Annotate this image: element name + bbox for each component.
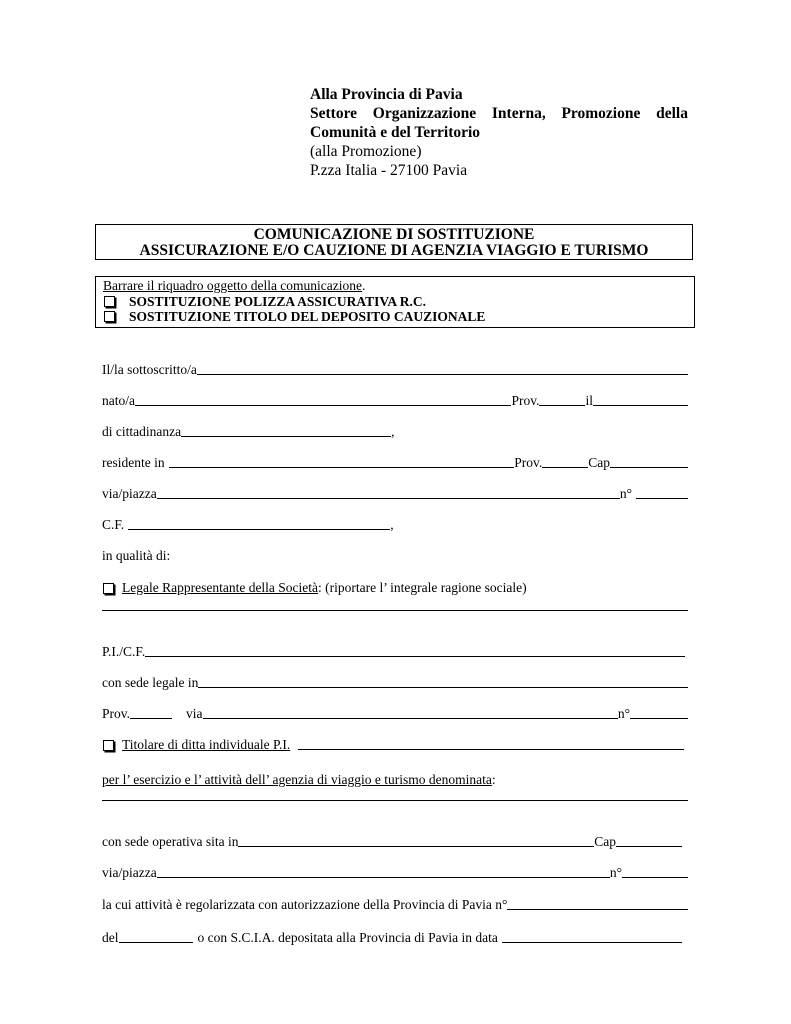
selection-instruction bbox=[103, 278, 694, 294]
option-polizza-label: SOSTITUZIONE POLIZZA ASSICURATIVA R.C. bbox=[129, 293, 426, 309]
field-numero-autorizzazione[interactable] bbox=[507, 909, 688, 910]
label-pi-cf: P.I./C.F. bbox=[102, 644, 146, 659]
checkbox-legale-rappresentante[interactable] bbox=[103, 583, 114, 594]
row-pi-cf bbox=[102, 643, 688, 660]
comma-cittadinanza: , bbox=[391, 424, 395, 439]
label-titolare: Titolare di ditta individuale P.I. bbox=[122, 737, 291, 752]
row-in-qualita bbox=[102, 547, 688, 564]
field-numero-residenza[interactable] bbox=[636, 498, 688, 499]
label-via-sede-legale: via bbox=[186, 706, 203, 721]
row-sede-legale bbox=[102, 674, 688, 691]
selection-instruction-text: Barrare il riquadro oggetto della comunicazione bbox=[103, 278, 363, 293]
label-legale-rappresentante: Legale Rappresentante della Società bbox=[122, 580, 319, 595]
field-residenza[interactable] bbox=[169, 467, 515, 468]
option-deposito-label: SOSTITUZIONE TITOLO DEL DEPOSITO CAUZIONALE bbox=[129, 309, 486, 324]
label-sottoscritto: Il/la sottoscritto/a bbox=[102, 362, 197, 377]
label-prov-nascita: Prov. bbox=[511, 393, 540, 408]
field-via-sede-legale[interactable] bbox=[203, 718, 618, 719]
field-data-scia[interactable] bbox=[502, 942, 682, 943]
label-sede-operativa: con sede operativa sita in bbox=[102, 834, 239, 849]
field-prov-residenza[interactable] bbox=[542, 467, 588, 468]
field-numero-sede-operativa[interactable] bbox=[622, 877, 688, 878]
label-sede-legale: con sede legale in bbox=[102, 675, 199, 690]
label-del: del bbox=[102, 930, 119, 945]
addressee-line-2: Settore Organizzazione Interna, Promozione della bbox=[310, 105, 688, 122]
label-nato: nato/a bbox=[102, 393, 135, 408]
option-polizza bbox=[103, 294, 694, 310]
label-numero-residenza: n° bbox=[619, 486, 632, 501]
addressee-line-4: (alla Promozione) bbox=[310, 143, 422, 160]
label-numero-sede-operativa: n° bbox=[609, 865, 622, 880]
addressee-line-3: Comunità e del Territorio bbox=[310, 124, 481, 141]
option-deposito bbox=[103, 309, 694, 325]
label-cap-residenza: Cap bbox=[588, 455, 610, 470]
label-autorizzazione: la cui attività è regolarizzata con autorizzazione della Provincia di Pavia n° bbox=[102, 897, 508, 912]
row-esercizio bbox=[102, 771, 688, 788]
title-line-1: COMUNICAZIONE DI SOSTITUZIONE bbox=[253, 226, 535, 243]
row-sede-operativa bbox=[102, 833, 688, 850]
document-title bbox=[95, 224, 693, 260]
title-line-2: ASSICURAZIONE E/O CAUZIONE DI AGENZIA VIAGGIO E TURISMO bbox=[139, 242, 649, 259]
field-via-sede-operativa[interactable] bbox=[157, 877, 610, 878]
row-ragione-sociale bbox=[102, 610, 688, 614]
field-luogo-nascita[interactable] bbox=[135, 405, 511, 406]
field-prov-sede-legale[interactable] bbox=[130, 718, 172, 719]
selection-box bbox=[95, 276, 695, 328]
field-pi-cf[interactable] bbox=[145, 656, 685, 657]
comma-cf: , bbox=[390, 517, 394, 532]
label-via-piazza: via/piazza bbox=[102, 486, 157, 501]
field-via-residenza[interactable] bbox=[157, 498, 620, 499]
label-scia: o con S.C.I.A. depositata alla Provincia di Pavia in data bbox=[197, 930, 498, 945]
row-sottoscritto bbox=[102, 361, 688, 378]
row-data-autorizzazione bbox=[102, 929, 688, 946]
label-legale-rappresentante-note: : (riportare l’ integrale ragione sociale) bbox=[318, 580, 527, 595]
row-via-sede-operativa bbox=[102, 864, 688, 881]
row-denominazione bbox=[102, 800, 688, 804]
row-via-residenza bbox=[102, 485, 688, 502]
label-cap-sede-operativa: Cap bbox=[594, 834, 616, 849]
label-cf: C.F. bbox=[102, 517, 125, 532]
checkbox-polizza[interactable] bbox=[104, 296, 115, 307]
field-data-nascita[interactable] bbox=[593, 405, 688, 406]
label-esercizio-colon: : bbox=[491, 772, 496, 787]
addressee-block bbox=[310, 85, 688, 180]
label-residente: residente in bbox=[102, 455, 165, 470]
label-prov-residenza: Prov. bbox=[514, 455, 543, 470]
row-nascita bbox=[102, 392, 688, 409]
label-prov-sede-legale: Prov. bbox=[102, 706, 131, 721]
selection-instruction-tail: . bbox=[362, 278, 366, 293]
field-cap-sede-operativa[interactable] bbox=[616, 846, 682, 847]
field-cittadinanza[interactable] bbox=[181, 436, 391, 437]
addressee-line-5: P.zza Italia - 27100 Pavia bbox=[310, 162, 468, 179]
field-data-autorizzazione[interactable] bbox=[119, 942, 193, 943]
field-prov-nascita[interactable] bbox=[539, 405, 585, 406]
row-legale-rappresentante bbox=[102, 579, 688, 596]
label-esercizio: per l’ esercizio e l’ attività dell’ agenzia di viaggio e turismo denominata bbox=[102, 772, 492, 787]
row-cf bbox=[102, 516, 688, 533]
row-via-sede-legale bbox=[102, 705, 688, 722]
label-cittadinanza: di cittadinanza bbox=[102, 424, 182, 439]
field-ragione-sociale[interactable] bbox=[102, 610, 688, 611]
row-cittadinanza bbox=[102, 423, 688, 440]
row-titolare bbox=[102, 736, 688, 753]
field-sottoscritto[interactable] bbox=[197, 374, 688, 375]
row-autorizzazione bbox=[102, 896, 688, 913]
addressee-line-1: Alla Provincia di Pavia bbox=[310, 86, 463, 103]
field-denominazione[interactable] bbox=[102, 800, 688, 801]
field-titolare-pi[interactable] bbox=[298, 749, 684, 750]
row-residenza bbox=[102, 454, 688, 471]
checkbox-deposito[interactable] bbox=[104, 311, 115, 322]
field-numero-sede-legale[interactable] bbox=[630, 718, 688, 719]
label-via-sede-operativa: via/piazza bbox=[102, 865, 157, 880]
label-il: il bbox=[585, 393, 593, 408]
field-cap-residenza[interactable] bbox=[610, 467, 688, 468]
field-sede-operativa[interactable] bbox=[238, 846, 594, 847]
field-cf[interactable] bbox=[128, 529, 390, 530]
field-sede-legale[interactable] bbox=[198, 687, 688, 688]
label-in-qualita: in qualità di: bbox=[102, 548, 171, 563]
checkbox-titolare[interactable] bbox=[103, 740, 114, 751]
label-numero-sede-legale: n° bbox=[617, 706, 630, 721]
